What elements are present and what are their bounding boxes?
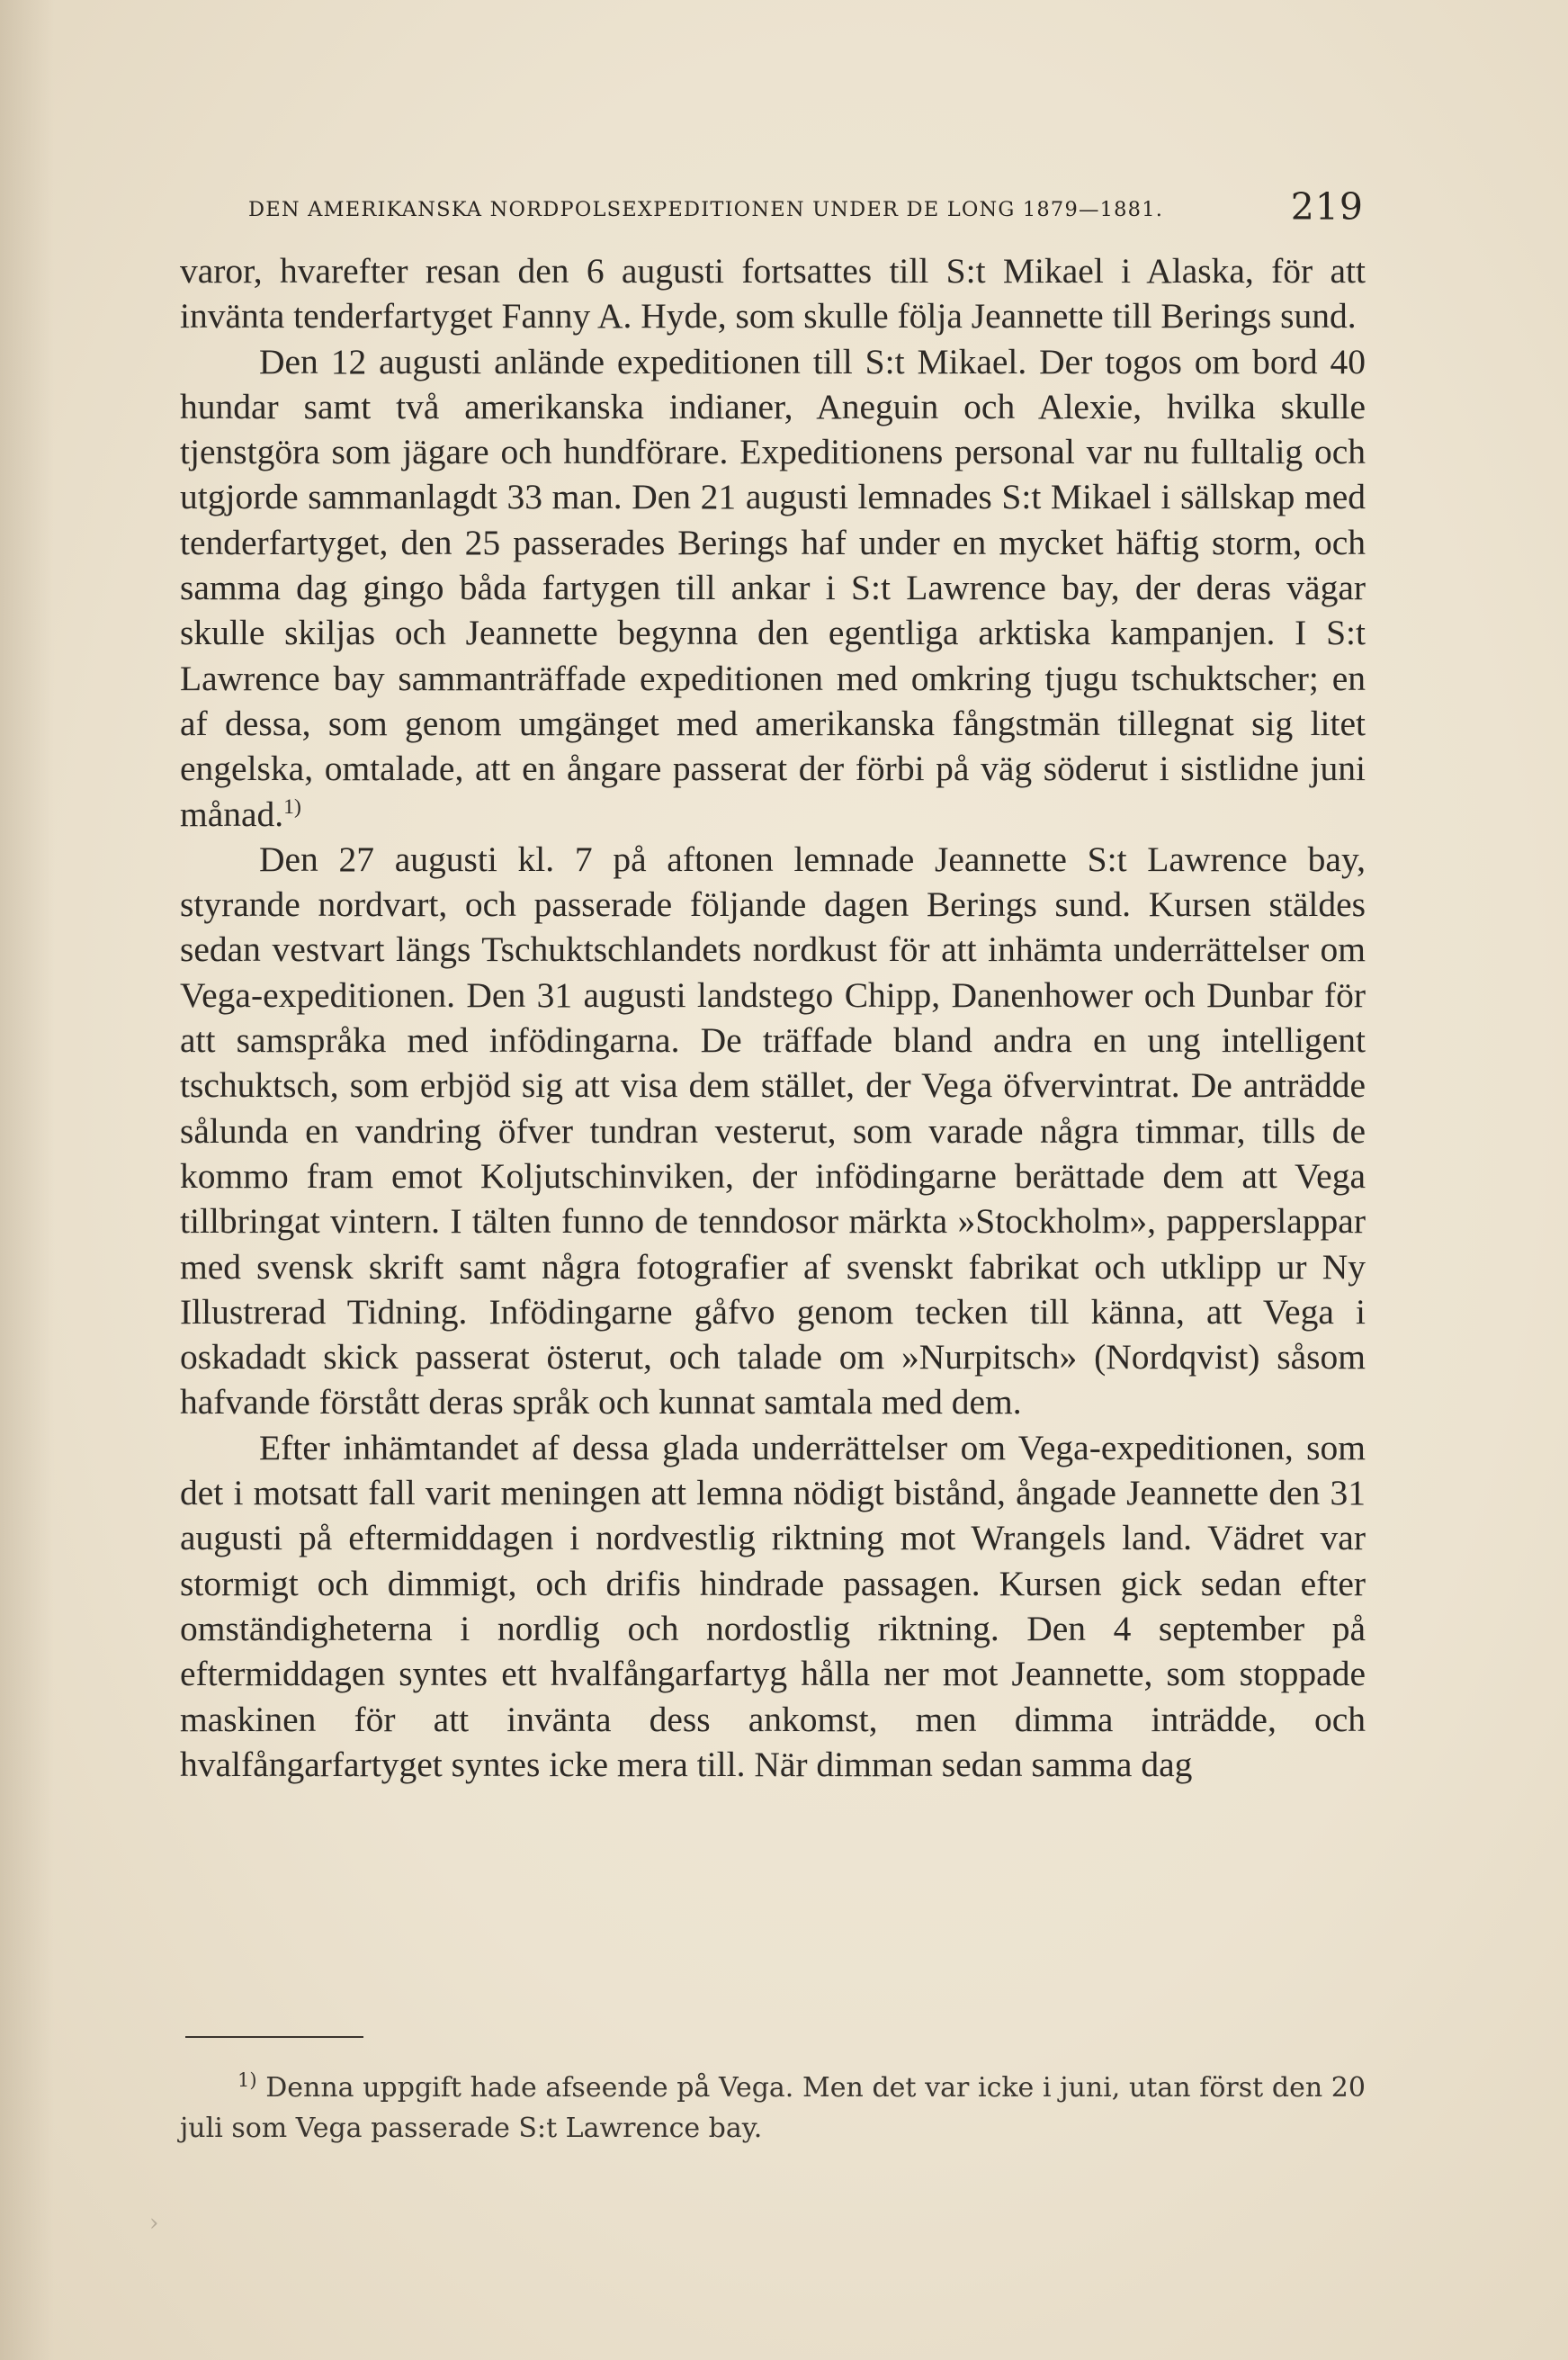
footnote-text: Denna uppgift hade afseende på Vega. Men det var icke i juni, utan först den 20 juli som Vega passerade S:t Lawrence bay. (180, 2072, 1366, 2144)
paragraph-1: varor, hvarefter resan den 6 augusti fortsattes till S:t Mikael i Alaska, för att invänta tenderfartyget Fanny A. Hyde, som skulle följa Jeannette till Berings sund. (180, 251, 1366, 337)
page-number: 219 (1290, 185, 1364, 229)
footnote (180, 2068, 1366, 2149)
paragraph-2-text: Den 12 augusti anlände expeditionen till S:t Mikael. Der togos om bord 40 hundar samt två amerikanska indianer, Aneguin och Alexie, hvilka skulle tjenstgöra som jägare och hundförare. Expeditionens personal var nu fulltalig och utgjorde sammanlagdt 33 man. Den 21 augusti lemnades S:t Mikael i sällskap med tenderfartyget, den 25 passerades Berings haf under en mycket häftig storm, och samma dag gingo båda fartygen till ankar i S:t Lawrence bay, der deras vägar skulle skiljas och Jeannette begynna den egentliga arktiska kampanjen. I S:t Lawrence bay sammanträffade expeditionen med omkring tjugu tschuktscher; en af dessa, som genom umgänget med amerikanska fångstmän tillegnat sig litet engelska, omtalade, att en ångare passerat der förbi på väg söderut i sistlidne juni månad. (180, 341, 1366, 834)
gutter-shadow (0, 0, 54, 2360)
paragraph-2 (180, 339, 1366, 837)
footnote-divider (185, 2036, 363, 2038)
running-head (248, 185, 1364, 239)
paper-mark: › (149, 2210, 159, 2237)
paragraph-3: Den 27 augusti kl. 7 på aftonen lemnade Jeannette S:t Lawrence bay, styrande nordvart, och passerade följande dagen Berings sund. Kursen stäldes sedan vestvart längs Tschuktschlandets nordkust för att inhämta underrättelser om Vega-expeditionen. Den 31 augusti landstego Chipp, Danenhower och Dunbar för att samspråka med infödingarna. De träffade bland andra en ung intelligent tschuktsch, som erbjöd sig att visa dem stället, der Vega öfvervintrat. De anträdde sålunda en vandring öfver tundran vesterut, som varade några timmar, tills de kommo fram emot Koljutschinviken, der infödingarne berättade dem att Vega tillbringat vintern. I tälten funno de tenndosor märkta »Stockholm», papperslappar med svensk skrift samt några fotografier af svenskt fabrikat och utklipp ur Ny Illustrerad Tidning. Infödingarne gåfvo genom tecken till känna, att Vega i oskadadt skick passerat österut, och talade om »Nurpitsch» (Nordqvist) såsom hafvande förstått deras språk och kunnat samtala med dem. (180, 839, 1366, 1422)
running-title: DEN AMERIKANSKA NORDPOLSEXPEDITIONEN UNDER DE LONG 1879—1881. (248, 198, 1164, 221)
paragraph-4: Efter inhämtandet af dessa glada underrättelser om Vega-expeditionen, som det i motsatt fall varit meningen att lemna nödigt bistånd, ångade Jeannette den 31 augusti på eftermiddagen i nordvestlig riktning mot Wrangels land. Vädret var stormigt och dimmigt, och drifis hindrade passagen. Kursen gick sedan efter omständigheterna i nordlig och nordostlig riktning. Den 4 september på eftermiddagen syntes ett hvalfångarfartyg hålla ner mot Jeannette, som stoppade maskinen för att invänta dess ankomst, men dimma inträdde, och hvalfångarfartyget syntes icke mera till. När dimman sedan samma dag (180, 1427, 1366, 1784)
body-text (180, 248, 1366, 1787)
footnote-marker: 1) (237, 2069, 257, 2091)
footnote-reference: 1) (283, 794, 301, 819)
